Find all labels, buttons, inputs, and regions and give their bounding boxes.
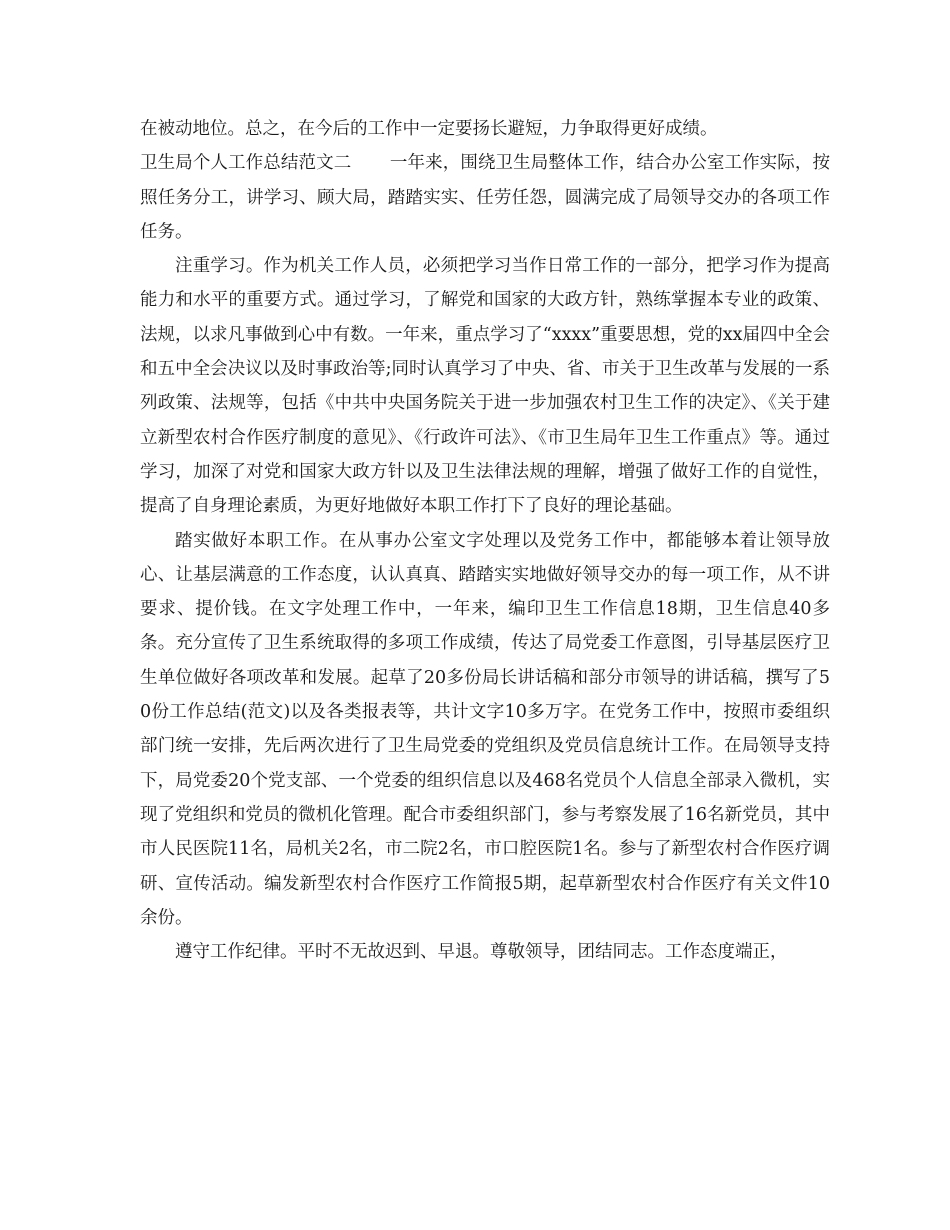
paragraph-continuation (140, 112, 830, 146)
paragraph-text: 一年来，围绕卫生局整体工作，结合办公室工作实际，按照任务分工，讲学习、顾大局，踏踏实实、任劳任怨，圆满完成了局领导交办的各项工作任务。 (140, 153, 830, 242)
document-body (140, 112, 830, 969)
paragraph-study (140, 249, 830, 523)
paragraph-text: 注重学习。作为机关工作人员，必须把学习当作日常工作的一部分，把学习作为提高能力和水平的重要方式。通过学习，了解党和国家的大政方针，熟练掌握本专业的政策、法规，以求凡事做到心中有数。一年来，重点学习了“xxxx”重要思想，党的xx届四中全会和五中全会决议以及时事政治等;同时认真学习了中央、省、市关于卫生改革与发展的一系列政策、法规等，包括《中共中央国务院关于进一步加强农村卫生工作的决定》、《关于建立新型农村合作医疗制度的意见》、《行政许可法》、《市卫生局年卫生工作重点》等。通过学习，加深了对党和国家大政方针以及卫生法律法规的理解，增强了做好工作的自觉性，提高了自身理论素质，为更好地做好本职工作打下了良好的理论基础。 (140, 256, 830, 517)
paragraph-text: 在被动地位。总之，在今后的工作中一定要扬长避短，力争取得更好成绩。 (140, 119, 718, 139)
paragraph-text: 遵守工作纪律。平时不无故迟到、早退。尊敬领导，团结同志。工作态度端正， (175, 942, 788, 963)
paragraph-text: 踏实做好本职工作。在从事办公室文字处理以及党务工作中，都能够本着让领导放心、让基层满意的工作态度，认认真真、踏踏实实地做好领导交办的每一项工作，从不讲要求、提价钱。在文字处理工作中，一年来，编印卫生工作信息18期，卫生信息40多条。充分宣传了卫生系统取得的多项工作成绩，传达了局党委工作意图，引导基层医疗卫生单位做好各项改革和发展。起草了20多份局长讲话稿和部分市领导的讲话稿，撰写了50份工作总结(范文)以及各类报表等，共计文字10多万字。在党务工作中，按照市委组织部门统一安排，先后两次进行了卫生局党委的党组织及党员信息统计工作。在局领导支持下，局党委20个党支部、一个党委的组织信息以及468名党员个人信息全部录入微机，实现了党组织和党员的微机化管理。配合市委组织部门，参与考察发展了16名新党员，其中市人民医院11名，局机关2名，市二院2名，市口腔医院1名。参与了新型农村合作医疗调研、宣传活动。编发新型农村合作医疗工作简报5期，起草新型农村合作医疗有关文件10余份。 (140, 530, 830, 928)
paragraph-discipline (140, 935, 830, 969)
section-heading: 卫生局个人工作总结范文二 (140, 153, 352, 174)
paragraph-heading-intro (140, 146, 830, 249)
paragraph-work (140, 524, 830, 936)
